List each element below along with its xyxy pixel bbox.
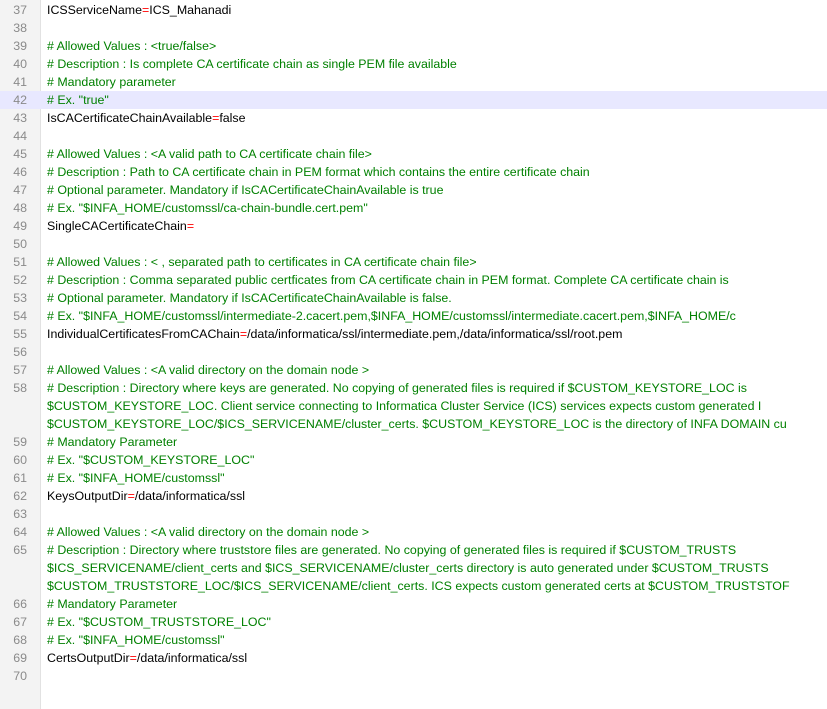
code-line[interactable]	[0, 181, 827, 199]
comment-text: # Allowed Values : <A valid directory on the domain node >	[47, 363, 370, 377]
property-value: /data/informatica/ssl	[136, 651, 248, 665]
comment-text: # Description : Comma separated public certficates from CA certificate chain in PEM format. Complete CA certificate chain is	[47, 273, 729, 287]
line-number: 38	[13, 21, 27, 35]
line-content	[47, 595, 827, 613]
line-number: 46	[13, 165, 27, 179]
code-line[interactable]	[0, 523, 827, 541]
line-number: 55	[13, 327, 27, 341]
line-content	[47, 451, 827, 469]
code-line[interactable]	[0, 253, 827, 271]
comment-text: # Mandatory Parameter	[47, 435, 178, 449]
line-content	[47, 649, 827, 667]
code-line[interactable]	[0, 595, 827, 613]
property-value: /data/informatica/ssl/intermediate.pem,/data/informatica/ssl/root.pem	[247, 327, 623, 341]
line-number: 52	[13, 273, 27, 287]
line-number: 69	[13, 651, 27, 665]
line-content	[47, 1, 827, 19]
code-line[interactable]	[0, 145, 827, 163]
line-content	[47, 433, 827, 451]
line-content	[47, 325, 827, 343]
comment-text: $ICS_SERVICENAME/client_certs and $ICS_SERVICENAME/cluster_certs directory is auto generated under $CUSTOM_TRUSTS	[47, 561, 769, 575]
property-key: ICSServiceName	[47, 3, 143, 17]
comment-text: # Mandatory Parameter	[47, 597, 178, 611]
comment-text: # Ex. "$INFA_HOME/customssl"	[47, 633, 225, 647]
code-line[interactable]	[0, 217, 827, 235]
comment-text: # Allowed Values : <A valid path to CA certificate chain file>	[47, 147, 372, 161]
comment-text: # Optional parameter. Mandatory if IsCACertificateChainAvailable is true	[47, 183, 444, 197]
comment-text: # Description : Is complete CA certificate chain as single PEM file available	[47, 57, 457, 71]
line-number: 44	[13, 129, 27, 143]
code-line[interactable]	[0, 505, 827, 523]
code-line[interactable]	[0, 361, 827, 379]
line-content	[47, 163, 827, 181]
equals-operator: =	[212, 111, 220, 125]
line-number: 60	[13, 453, 27, 467]
comment-text: # Description : Directory where truststore files are generated. No copying of generated files is required if $CUSTOM_TRUSTS	[47, 543, 737, 557]
line-number: 70	[13, 669, 27, 683]
code-line[interactable]	[0, 649, 827, 667]
line-number: 42	[13, 93, 27, 107]
code-line[interactable]	[0, 1, 827, 19]
line-content	[47, 523, 827, 541]
line-number: 58	[13, 381, 27, 395]
code-line[interactable]	[0, 379, 827, 433]
code-line[interactable]	[0, 451, 827, 469]
line-number: 59	[13, 435, 27, 449]
line-number: 64	[13, 525, 27, 539]
code-line[interactable]	[0, 37, 827, 55]
code-line[interactable]	[0, 91, 827, 109]
comment-text: $CUSTOM_KEYSTORE_LOC. Client service connecting to Informatica Cluster Service (ICS) services expects custom generated I	[47, 399, 762, 413]
property-value: /data/informatica/ssl	[134, 489, 246, 503]
line-number: 56	[13, 345, 27, 359]
line-number: 39	[13, 39, 27, 53]
line-number: 45	[13, 147, 27, 161]
line-content	[47, 289, 827, 307]
code-line[interactable]	[0, 325, 827, 343]
line-content	[47, 487, 827, 505]
comment-text: # Ex. "$CUSTOM_TRUSTSTORE_LOC"	[47, 615, 271, 629]
property-key: SingleCACertificateChain	[47, 219, 187, 233]
comment-text: # Allowed Values : <true/false>	[47, 39, 217, 53]
line-number: 68	[13, 633, 27, 647]
line-content	[47, 271, 827, 289]
line-number: 49	[13, 219, 27, 233]
line-number: 53	[13, 291, 27, 305]
line-number: 63	[13, 507, 27, 521]
line-number: 48	[13, 201, 27, 215]
code-line[interactable]	[0, 613, 827, 631]
line-number: 65	[13, 543, 27, 557]
comment-text: # Ex. "$INFA_HOME/customssl/ca-chain-bundle.cert.pem"	[47, 201, 368, 215]
line-content	[47, 613, 827, 631]
line-number: 66	[13, 597, 27, 611]
equals-operator: =	[127, 489, 135, 503]
code-line[interactable]	[0, 541, 827, 595]
line-number: 54	[13, 309, 27, 323]
comment-text: # Optional parameter. Mandatory if IsCACertificateChainAvailable is false.	[47, 291, 452, 305]
property-key: CertsOutputDir	[47, 651, 130, 665]
comment-text: # Description : Directory where keys are generated. No copying of generated files is required if $CUSTOM_KEYSTORE_LOC is	[47, 381, 747, 395]
code-line[interactable]	[0, 199, 827, 217]
code-line[interactable]	[0, 19, 827, 37]
comment-text: # Ex. "$CUSTOM_KEYSTORE_LOC"	[47, 453, 255, 467]
comment-text: $CUSTOM_TRUSTSTORE_LOC/$ICS_SERVICENAME/client_certs. ICS expects custom generated certs at $CUSTOM_TRUSTSTOF	[47, 579, 790, 593]
property-key: IndividualCertificatesFromCAChain	[47, 327, 240, 341]
code-line[interactable]	[0, 235, 827, 253]
code-line[interactable]	[0, 55, 827, 73]
line-number: 47	[13, 183, 27, 197]
code-line[interactable]	[0, 163, 827, 181]
code-line[interactable]	[0, 73, 827, 91]
equals-operator: =	[129, 651, 137, 665]
line-number: 57	[13, 363, 27, 377]
line-content	[47, 541, 827, 595]
code-line[interactable]	[0, 109, 827, 127]
line-number: 51	[13, 255, 27, 269]
line-content	[47, 469, 827, 487]
line-content	[47, 145, 827, 163]
line-number: 40	[13, 57, 27, 71]
code-line[interactable]	[0, 667, 827, 685]
line-content	[47, 307, 827, 325]
line-content	[47, 253, 827, 271]
comment-text: # Ex. "$INFA_HOME/customssl"	[47, 471, 225, 485]
code-line[interactable]	[0, 127, 827, 145]
line-number: 50	[13, 237, 27, 251]
line-content	[47, 37, 827, 55]
comment-text: # Ex. "$INFA_HOME/customssl/intermediate-2.cacert.pem,$INFA_HOME/customssl/intermediate.cacert.pem,$INFA_HOME/c	[47, 309, 736, 323]
property-value: ICS_Mahanadi	[149, 3, 232, 17]
code-line[interactable]	[0, 289, 827, 307]
line-number: 43	[13, 111, 27, 125]
line-number: 41	[13, 75, 27, 89]
line-content	[47, 361, 827, 379]
line-content	[47, 181, 827, 199]
comment-text: $CUSTOM_KEYSTORE_LOC/$ICS_SERVICENAME/cluster_certs. $CUSTOM_KEYSTORE_LOC is the directory of INFA DOMAIN cu	[47, 417, 787, 431]
line-content	[47, 217, 827, 235]
comment-text: # Mandatory parameter	[47, 75, 176, 89]
code-line[interactable]	[0, 433, 827, 451]
property-value: false	[219, 111, 246, 125]
line-content	[47, 91, 827, 109]
line-number: 61	[13, 471, 27, 485]
line-number: 67	[13, 615, 27, 629]
line-content	[47, 55, 827, 73]
line-content	[47, 379, 827, 433]
property-key: IsCACertificateChainAvailable	[47, 111, 213, 125]
line-content	[47, 199, 827, 217]
comment-text: # Ex. "true"	[47, 93, 109, 107]
code-lines	[0, 1, 827, 685]
equals-operator: =	[142, 3, 150, 17]
equals-operator: =	[239, 327, 248, 341]
comment-text: # Description : Path to CA certificate chain in PEM format which contains the entire certificate chain	[47, 165, 590, 179]
code-line[interactable]	[0, 343, 827, 361]
line-number: 37	[13, 3, 27, 17]
code-line[interactable]	[0, 469, 827, 487]
line-content	[47, 109, 827, 127]
code-line[interactable]	[0, 631, 827, 649]
code-line[interactable]	[0, 271, 827, 289]
equals-operator: =	[186, 219, 195, 233]
line-number: 62	[13, 489, 27, 503]
comment-text: # Allowed Values : <A valid directory on the domain node >	[47, 525, 370, 539]
property-key: KeysOutputDir	[47, 489, 128, 503]
code-line[interactable]	[0, 307, 827, 325]
code-line[interactable]	[0, 487, 827, 505]
line-content	[47, 73, 827, 91]
comment-text: # Allowed Values : < , separated path to certificates in CA certificate chain file>	[47, 255, 477, 269]
line-content	[47, 631, 827, 649]
